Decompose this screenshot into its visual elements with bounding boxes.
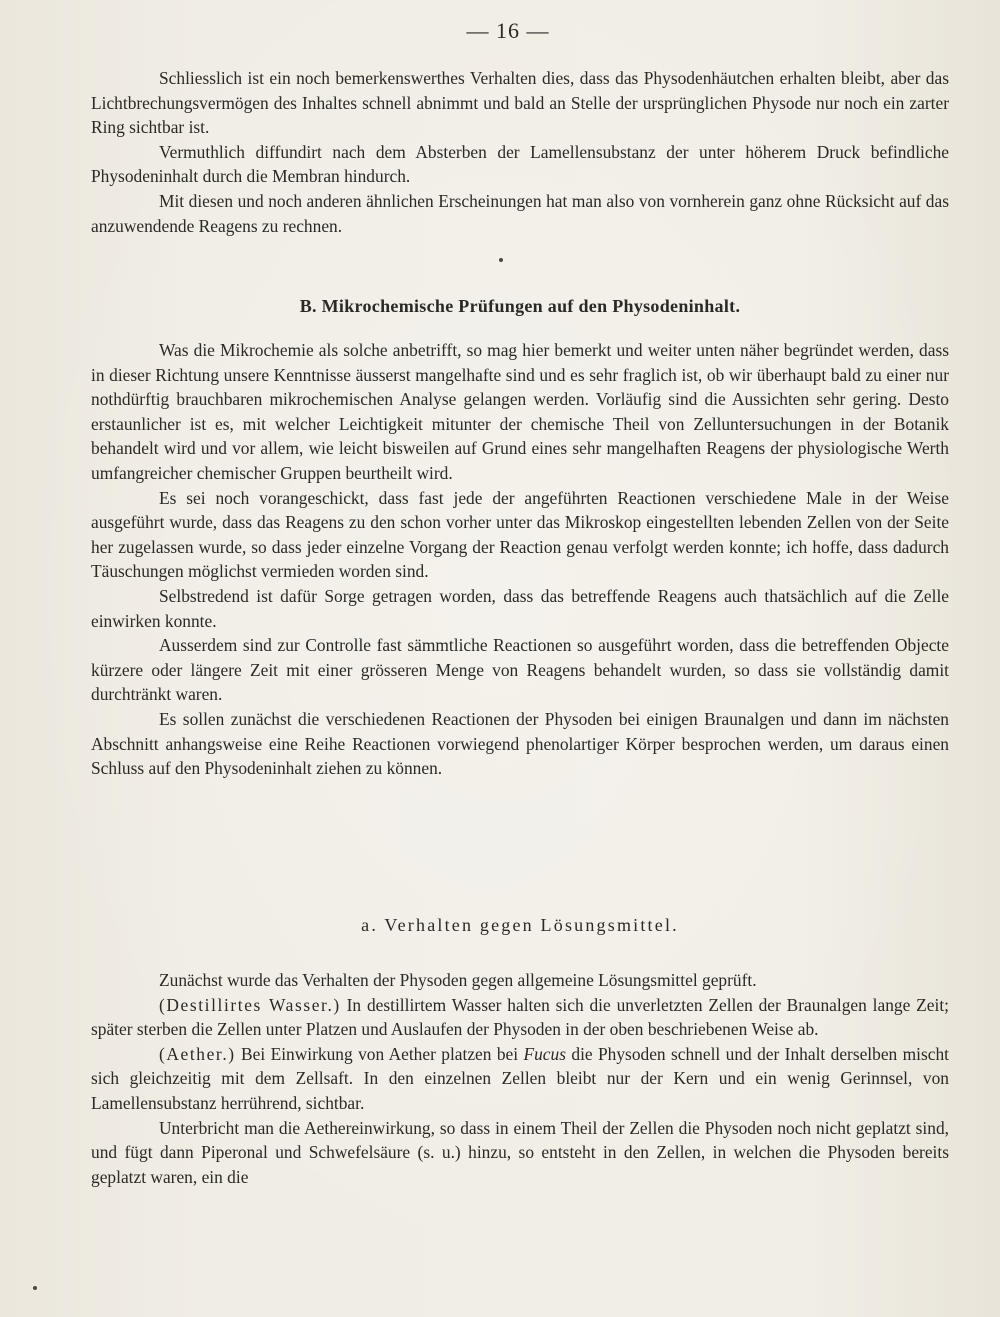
paragraph: Was die Mikrochemie als solche anbetrifft, so mag hier bemerkt und weiter unten näher begründet werden, dass in dieser Richtung unsere Kenntnisse äusserst mangelhafte sind und es sehr fraglich ist, ob wir überhaupt bald zu einer nur nothdürftig brauchbaren mikrochemischen Analyse gelangen werden. Vorläufig sind die Aussichten sehr gering. Desto erstaunlicher ist es, mit welcher Leichtigkeit mitunter der chemische Theil von Zelluntersuchungen in der Botanik behandelt wird und vor allem, wie leicht bisweilen auf Grund eines sehr mangelhaften Reagens der physiologische Werth umfangreicher chemischer Gruppen beurtheilt wird.: [91, 340, 949, 483]
low-text-block: [91, 968, 949, 1189]
paragraph: Schliesslich ist ein noch bemerkenswerthes Verhalten dies, dass das Physodenhäutchen erhalten bleibt, aber das Lichtbrechungsvermögen des Inhaltes schnell abnimmt und bald an Stelle der ursprünglichen Physode nur noch ein zarter Ring sichtbar ist.: [91, 68, 949, 138]
paragraph: Selbstredend ist dafür Sorge getragen worden, dass das betreffende Reagens auch thatsächlich auf die Zelle einwirken konnte.: [91, 585, 949, 631]
mid-text-block: [91, 338, 949, 781]
paragraph: Ausserdem sind zur Controlle fast sämmtliche Reactionen so ausgeführt worden, dass die betreffenden Objecte kürzere oder längere Zeit mit einer grösseren Menge von Reagens behandelt wurden, so dass sie vollständig damit durchtränkt waren.: [91, 635, 949, 705]
page-number: — 16 —: [466, 18, 550, 43]
paragraph: Mit diesen und noch anderen ähnlichen Erscheinungen hat man also von vornherein ganz ohne Rücksicht auf das anzuwendende Reagens zu rechnen.: [91, 190, 949, 236]
speck-mark: [33, 1286, 37, 1290]
paragraph-water: [91, 993, 949, 1042]
reagent-label-ether: (Aether.): [159, 1043, 236, 1064]
speck-mark: [499, 258, 503, 262]
paragraph: Vermuthlich diffundirt nach dem Absterben der Lamellensubstanz der unter höherem Druck befindliche Physodeninhalt durch die Membran hindurch.: [91, 141, 949, 187]
subsection-heading: a. Verhalten gegen Lösungsmittel.: [361, 915, 679, 935]
genus-name: Fucus: [523, 1043, 566, 1064]
ether-text-2: die Physoden schnell und der Inhalt derselben mischt sich gleichzeitig mit dem Zellsaft. In den einzelnen Zellen bleibt nur der Kern und ein wenig Gerinnsel, von Lamellensubstanz herrührend, sichtbar.: [91, 1043, 949, 1113]
paragraph: Zunächst wurde das Verhalten der Physoden gegen allgemeine Lösungsmittel geprüft.: [159, 970, 757, 990]
section-heading: B. Mikrochemische Prüfungen auf den Physodeninhalt.: [299, 296, 741, 316]
ether-text-1: Bei Einwirkung von Aether platzen bei: [235, 1043, 524, 1064]
water-text: In destillirtem Wasser halten sich die unverletzten Zellen der Braunalgen lange Zeit; später sterben die Zellen unter Platzen und Auslaufen der Physoden in der oben beschriebenen Weise ab.: [91, 994, 949, 1040]
paragraph: Es sei noch vorangeschickt, dass fast jede der angeführten Reactionen verschiedene Male in der Weise ausgeführt wurde, dass das Reagens zu den schon vorher unter das Mikroskop eingestellten lebenden Zellen von der Seite her zugelassen wurde, so dass jeder einzelne Vorgang der Reaction genau verfolgt werden konnte; ich hoffe, dass dadurch Täuschungen möglichst vermieden worden sind.: [91, 487, 949, 582]
paragraph-ether: [91, 1042, 949, 1116]
reagent-label-water: (Destillirtes Wasser.): [159, 994, 341, 1015]
top-text-block: [91, 66, 949, 238]
paragraph: Unterbricht man die Aethereinwirkung, so dass in einem Theil der Zellen die Physoden noch nicht geplatzt sind, und fügt dann Piperonal und Schwefelsäure (s. u.) hinzu, so entsteht in den Zellen, in welchen die Physoden bereits geplatzt waren, ein die: [91, 1117, 949, 1187]
paragraph: Es sollen zunächst die verschiedenen Reactionen der Physoden bei einigen Braunalgen und dann im nächsten Abschnitt anhangsweise eine Reihe Reactionen vorwiegend phenolartiger Körper besprochen werden, um daraus einen Schluss auf den Physodeninhalt ziehen zu können.: [91, 708, 949, 779]
